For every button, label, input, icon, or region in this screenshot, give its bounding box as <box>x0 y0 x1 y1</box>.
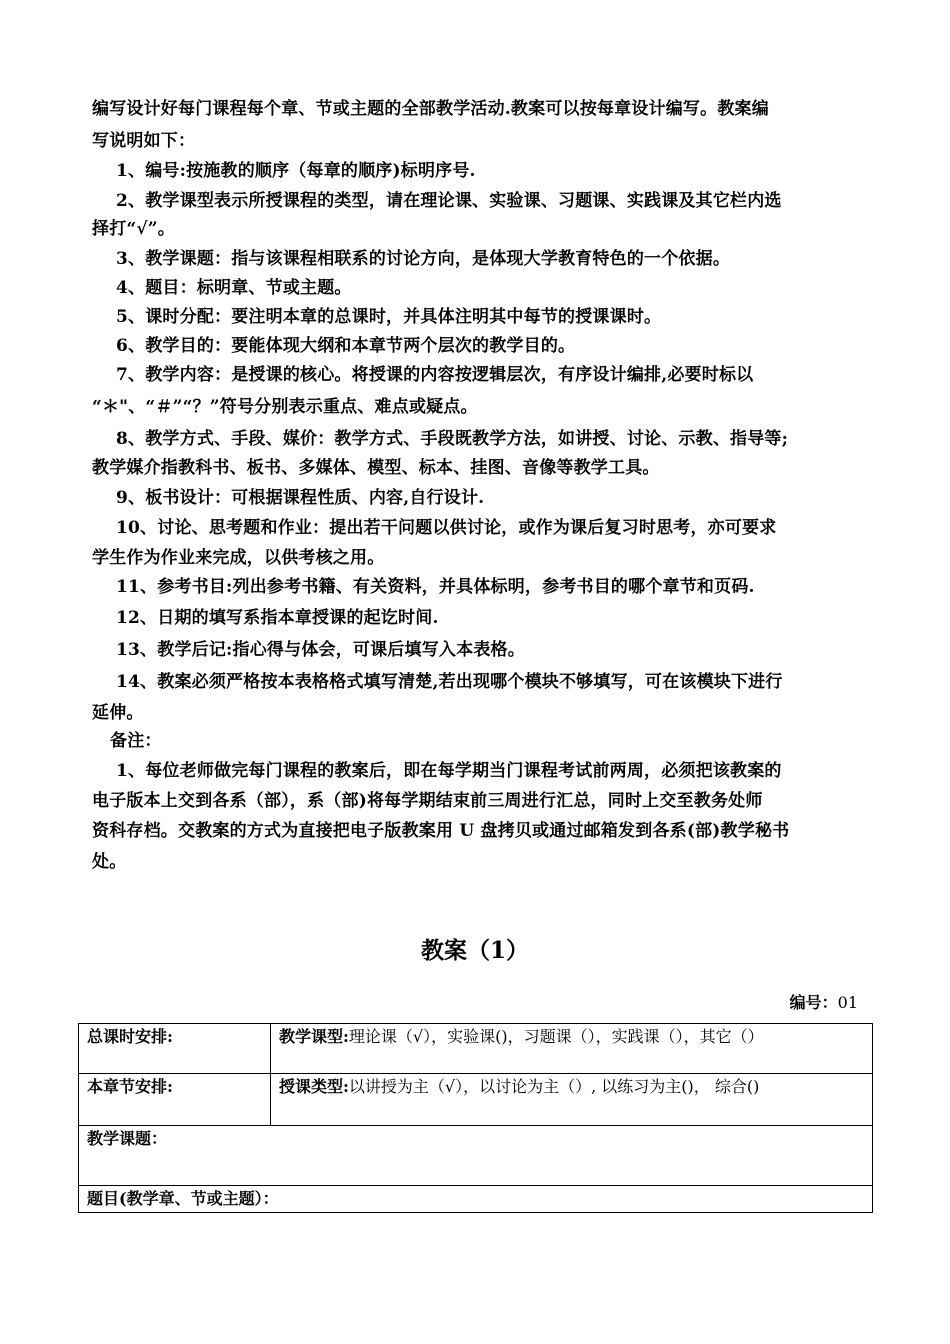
teaching-type-options: 以讲授为主（√），以讨论为主（）, 以练习为主()， 综合() <box>348 1077 760 1096</box>
note-line: 资科存档。交教案的方式为直接把电子版教案用 U 盘拷贝或通过邮箱发到各系(部)教学秘书 <box>92 821 790 841</box>
total-hours-cell[interactable] <box>79 1024 271 1074</box>
instruction-item: 2、教学课型表示所授课程的类型，请在理论课、实验课、习题课、实践课及其它栏内选 <box>116 191 782 211</box>
serial-number <box>790 990 858 1013</box>
note-line: 1、每位老师做完每门课程的教案后，即在每学期当门课程考试前两周，必须把该教案的 <box>116 761 782 781</box>
instruction-item: 3、教学课题：指与该课程相联系的讨论方向，是体现大学教育特色的一个依据。 <box>116 249 731 269</box>
note-line: 电子版本上交到各系（部），系（部)将每学期结束前三周进行汇总，同时上交至教务处师 <box>92 791 763 811</box>
section-hours-cell[interactable] <box>79 1074 271 1126</box>
teaching-type-label: 授课类型: <box>279 1077 349 1096</box>
form-row-topic <box>79 1126 873 1186</box>
instruction-item: 教学媒介指教科书、板书、多媒体、模型、标本、挂图、音像等教学工具。 <box>92 458 660 478</box>
total-hours-label: 总课时安排: <box>87 1027 173 1046</box>
topic-cell[interactable] <box>79 1126 873 1186</box>
instruction-item: 9、板书设计：可根据课程性质、内容,自行设计. <box>116 488 485 508</box>
form-row-section <box>79 1074 873 1126</box>
instruction-item: 7、教学内容：是授课的核心。将授课的内容按逻辑层次，有序设计编排,必要时标以 <box>116 365 754 385</box>
instruction-item: “＊"、“＃”“？”符号分别表示重点、难点或疑点。 <box>92 397 478 417</box>
lesson-type-cell[interactable] <box>271 1024 873 1074</box>
intro-line-1: 编写设计好每门课程每个章、节或主题的全部教学活动.教案可以按每章设计编写。教案编 <box>92 99 769 119</box>
instruction-item: 10、讨论、思考题和作业：提出若干问题以供讨论，或作为课后复习时思考，亦可要求 <box>116 518 777 538</box>
topic-label: 教学课题： <box>87 1129 168 1148</box>
lesson-plan-title: 教案（1） <box>420 937 529 964</box>
note-label: 备注： <box>110 731 162 751</box>
instruction-item: 择打“√”。 <box>92 219 175 239</box>
lesson-type-options: 理论课（√），实验课()，习题课（），实践课（），其它（） <box>348 1027 764 1046</box>
instruction-item: 学生作为作业来完成，以供考核之用。 <box>92 548 385 568</box>
section-hours-label: 本章节安排: <box>87 1077 173 1096</box>
instruction-item: 11、参考书目:列出参考书籍、有关资料，并具体标明，参考书目的哪个章节和页码. <box>116 577 755 597</box>
instruction-item: 6、教学目的：要能体现大纲和本章节两个层次的教学目的。 <box>116 336 576 356</box>
lesson-type-label: 教学课型: <box>279 1027 349 1046</box>
chapter-cell[interactable] <box>79 1186 873 1213</box>
chapter-label: 题目(教学章、节或主题）： <box>87 1189 279 1208</box>
serial-value: 01 <box>837 993 858 1012</box>
form-row-hours <box>79 1024 873 1074</box>
instruction-item: 14、教案必须严格按本表格格式填写清楚,若出现哪个模块不够填写，可在该模块下进行 <box>116 672 783 692</box>
instruction-item: 延伸。 <box>92 703 144 723</box>
teaching-type-cell[interactable] <box>271 1074 873 1126</box>
intro-line-2: 写说明如下： <box>92 131 196 151</box>
lesson-plan-form <box>78 1023 873 1213</box>
instruction-item: 1、编号:按施教的顺序（每章的顺序)标明序号. <box>116 161 476 181</box>
instruction-item: 8、教学方式、手段、媒价：教学方式、手段既教学方法，如讲授、讨论、示教、指导等; <box>116 429 789 449</box>
form-row-chapter <box>79 1186 873 1213</box>
instruction-item: 4、题目：标明章、节或主题。 <box>116 278 352 298</box>
instruction-item: 13、教学后记:指心得与体会，可课后填写入本表格。 <box>116 640 525 660</box>
instruction-item: 5、课时分配：要注明本章的总课时，并具体注明其中每节的授课课时。 <box>116 307 662 327</box>
note-line: 处。 <box>92 852 127 872</box>
serial-label: 编号： <box>789 993 838 1012</box>
instruction-item: 12、日期的填写系指本章授课的起讫时间. <box>116 608 439 628</box>
